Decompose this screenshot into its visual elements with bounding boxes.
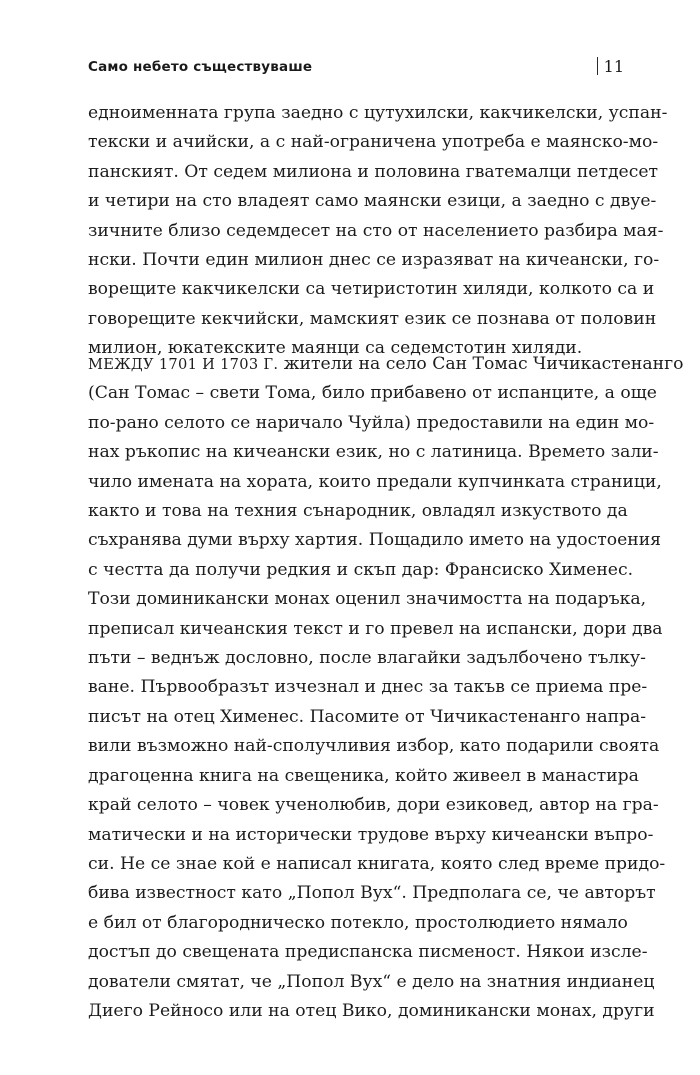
text-line: зичните близо седемдесет на сто от населението разбира мая- <box>88 220 664 241</box>
text-line: съхранява думи върху хартия. Пощадило името на удостоения <box>88 530 661 551</box>
text-line: матически и на исторически трудове върху кичеански въпро- <box>88 824 654 845</box>
folio-divider <box>597 57 598 75</box>
text-line: достъп до свещената предиспанска писменост. Някои изсле- <box>88 942 648 963</box>
text-line: край селото – човек ученолюбив, дори езиковед, автор на гра- <box>88 795 659 816</box>
text-line: си. Не се знае кой е написал книгата, която след време придо- <box>88 853 666 874</box>
text-line: едноименната група заедно с цутухилски, какчикелски, успан- <box>88 103 668 123</box>
lead-in-smallcaps: МЕЖДУ 1701 И 1703 Г. <box>88 356 279 373</box>
text-line: е бил от благородническо потекло, простолюдието нямало <box>88 912 628 933</box>
text-line: Този доминикански монах оценил значимостта на подаръка, <box>88 589 647 610</box>
text-line: както и това на техния сънародник, овладял изкуството да <box>88 501 628 522</box>
text-line: писът на отец Хименес. Пасомите от Чичикастенанго напра- <box>88 706 647 727</box>
paragraph-1 <box>88 99 668 364</box>
text-line: ворещите какчикелски са четиристотин хиляди, колкото са и <box>88 279 655 300</box>
text-line: бива известност като „Попол Вух“. Предполага се, че авторът <box>88 883 656 904</box>
text-line: панският. От седем милиона и половина гватемалци петдесет <box>88 161 659 182</box>
running-title: Само небето съществуваше <box>88 59 313 75</box>
paragraph-2 <box>88 350 684 1026</box>
page-number: 11 <box>603 57 624 76</box>
text-line: нски. Почти един милион днес се изразяват на кичеански, го- <box>88 250 660 271</box>
page-number-group <box>597 57 624 76</box>
text-line: по-рано селото се наричало Чуйла) предоставили на един мо- <box>88 412 655 433</box>
text-line: текски и ачийски, а с най-ограничена употреба е маянско-мо- <box>88 132 659 153</box>
text-line: ване. Първообразът изчезнал и днес за такъв се приема пре- <box>88 677 648 698</box>
text-line: чило имената на хората, които предали купчинката страници, <box>88 471 662 492</box>
text-line: дователи смятат, че „Попол Вух“ е дело на знатния индианец <box>88 971 655 992</box>
text-line: преписал кичеанския текст и го превел на испански, дори два <box>88 618 663 639</box>
text-line: пъти – веднъж дословно, после влагайки задълбочено тълку- <box>88 648 646 669</box>
text-line: милион, юкатекските маянци са седемстотин хиляди. <box>88 338 583 359</box>
text-line: вили възможно най-сполучливия избор, като подарили своята <box>88 736 660 757</box>
running-head <box>88 57 624 81</box>
first-line-rest: жители на село Сан Томас Чичикастенанго <box>278 354 684 374</box>
text-line: Диего Рейносо или на отец Вико, доминикански монах, други <box>88 1000 655 1021</box>
text-line: с честта да получи редкия и скъп дар: Франсиско Хименес. <box>88 559 634 580</box>
text-line: (Сан Томас – свети Тома, било прибавено от испанците, а още <box>88 383 657 404</box>
text-line-first <box>88 350 684 379</box>
text-line: и четири на сто владеят само маянски езици, а заедно с двуе- <box>88 191 657 212</box>
text-line: драгоценна книга на свещеника, който живеел в манастира <box>88 765 639 786</box>
text-line: говорещите кекчийски, мамският език се познава от половин <box>88 308 657 329</box>
text-line: нах ръкопис на кичеански език, но с латиница. Времето зали- <box>88 442 659 463</box>
